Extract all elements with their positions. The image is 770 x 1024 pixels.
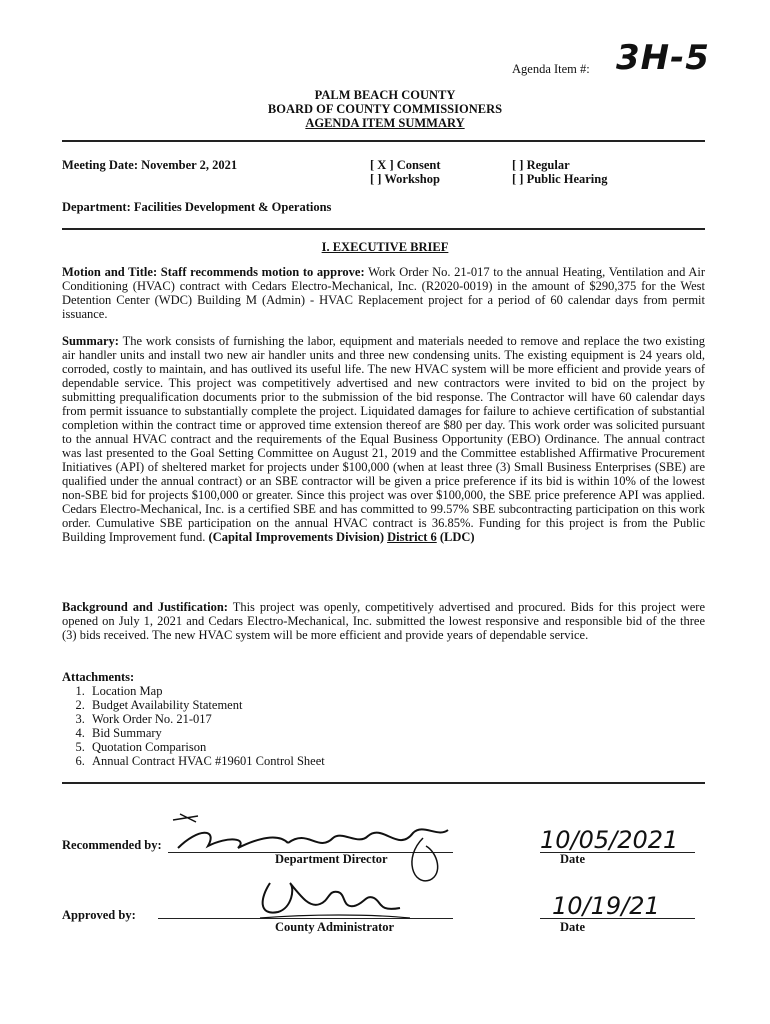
approved-date-line xyxy=(540,918,695,919)
summary-district: District 6 xyxy=(387,530,437,544)
meeting-date-label: Meeting Date: xyxy=(62,158,139,172)
top-divider xyxy=(62,140,705,142)
check-public-hearing xyxy=(512,172,607,186)
section-divider xyxy=(62,228,705,230)
motion-lead: Staff recommends motion to approve: xyxy=(160,265,365,279)
checkbox-regular: [ ] xyxy=(512,158,524,172)
consent-label: Consent xyxy=(396,158,441,172)
check-workshop xyxy=(370,172,440,186)
bottom-divider xyxy=(62,782,705,784)
recommended-date-value: 10/05/2021 xyxy=(540,826,679,854)
agenda-item-number: 3H-5 xyxy=(616,38,710,78)
section-title: I. EXECUTIVE BRIEF xyxy=(321,240,449,254)
agenda-item-label: Agenda Item #: xyxy=(512,62,590,76)
checkbox-consent: [ X ] xyxy=(370,158,394,172)
summary-label: Summary: xyxy=(62,334,119,348)
approved-signature xyxy=(250,878,420,923)
board-name: BOARD OF COUNTY COMMISSIONERS xyxy=(267,102,503,116)
attachment-item: 6. Annual Contract HVAC #19601 Control Sheet xyxy=(88,754,688,768)
summary-title: AGENDA ITEM SUMMARY xyxy=(305,116,465,130)
recommended-date-label: Date xyxy=(560,852,585,866)
motion-label: Motion and Title: xyxy=(62,265,158,279)
workshop-label: Workshop xyxy=(384,172,440,186)
checkbox-workshop: [ ] xyxy=(370,172,382,186)
check-regular xyxy=(512,158,570,172)
attachment-item: 2. Budget Availability Statement xyxy=(88,698,688,712)
department-director-title: Department Director xyxy=(275,852,388,866)
summary-division: (Capital Improvements Division) xyxy=(208,530,384,544)
summary-paragraph xyxy=(62,334,705,544)
attachment-item: 5. Quotation Comparison xyxy=(88,740,688,754)
department-label: Department: xyxy=(62,200,131,214)
public-hearing-label: Public Hearing xyxy=(526,172,608,186)
county-name: PALM BEACH COUNTY xyxy=(314,88,456,102)
approved-date-value: 10/19/21 xyxy=(552,892,660,920)
summary-initials: (LDC) xyxy=(439,530,475,544)
summary-text: The work consists of furnishing the labor, equipment and materials needed to remove and replace the two existing air handler units and install two new air handler units and three new condensing units. The existing equipment is 24 years old, corroded, costly to maintain, and has outlived its useful life. The new HVAC system will be more efficient and provide years of dependable service. This project was competitively advertised and new contractors were invited to bid on the project by submitting prequalification documents prior to the submission of the bid response. The Contractor will have 60 calendar days from permit issuance to substantially complete the project. Liquidated damages for failure to achieve certification of substantial completion within the contract time or approved time extension thereof are $80 per day. This work order was solicited pursuant to the annual HVAC contract and the requirements of the Equal Business Opportunity (EBO) Ordinance. The annual contract was last presented to the Goal Setting Committee on August 21, 2019 and the Committee established Affirmative Procurement Initiatives (API) of sheltered market for projects under $100,000 (when at least three (3) Small Business Enterprises (SBE) are qualified under the annual contract) or an SBE contractor will be given a price preference if its bid is within 10% of the lowest non-SBE bid for projects $100,000 or greater. Since this project was over $100,000, the SBE price preference API was applied. Cedars Electro-Mechanical, Inc. is a certified SBE and has committed to 99.57% SBE subcontracting participation on this work order. Cumulative SBE participation on the annual HVAC contract is 36.85%. Funding for this project is from the Public Building Improvement fund. xyxy=(62,334,705,544)
background-paragraph xyxy=(62,600,705,642)
motion-text: Work Order No. 21-017 to the annual Heating, Ventilation and Air Conditioning (HVAC) contract with Cedars Electro-Mechanical, Inc. (R2020-0019) in the amount of $290,375 for the West Detention Center (WDC) Building M (Admin) - HVAC Replacement project for a period of 60 calendar days from permit issuance. xyxy=(62,265,705,321)
meeting-date-value: November 2, 2021 xyxy=(141,158,238,172)
attachment-item: 4. Bid Summary xyxy=(88,726,688,740)
attachment-item: 3. Work Order No. 21-017 xyxy=(88,712,688,726)
attachment-item: 1. Location Map xyxy=(88,684,688,698)
approved-date-label: Date xyxy=(560,920,585,934)
recommended-signature xyxy=(168,808,468,888)
checkbox-public-hearing: [ ] xyxy=(512,172,524,186)
attachments-list xyxy=(62,684,688,768)
department xyxy=(62,200,331,214)
background-text: This project was openly, competitively advertised and procured. Bids for this project were opened on July 1, 2021 and Cedars Electro-Mechanical, Inc. submitted the lowest responsive and responsible bid of the three (3) bids received. The new HVAC system will be more efficient and provide years of dependable service. xyxy=(62,600,705,642)
regular-label: Regular xyxy=(526,158,570,172)
county-administrator-title: County Administrator xyxy=(275,920,395,934)
meeting-date xyxy=(62,158,237,172)
attachments-label: Attachments: xyxy=(62,670,135,684)
recommended-by-label: Recommended by: xyxy=(62,838,162,852)
motion-paragraph xyxy=(62,265,705,321)
check-consent xyxy=(370,158,441,172)
background-label: Background and Justification: xyxy=(62,600,228,614)
department-value: Facilities Development & Operations xyxy=(133,200,332,214)
approved-by-label: Approved by: xyxy=(62,908,136,922)
